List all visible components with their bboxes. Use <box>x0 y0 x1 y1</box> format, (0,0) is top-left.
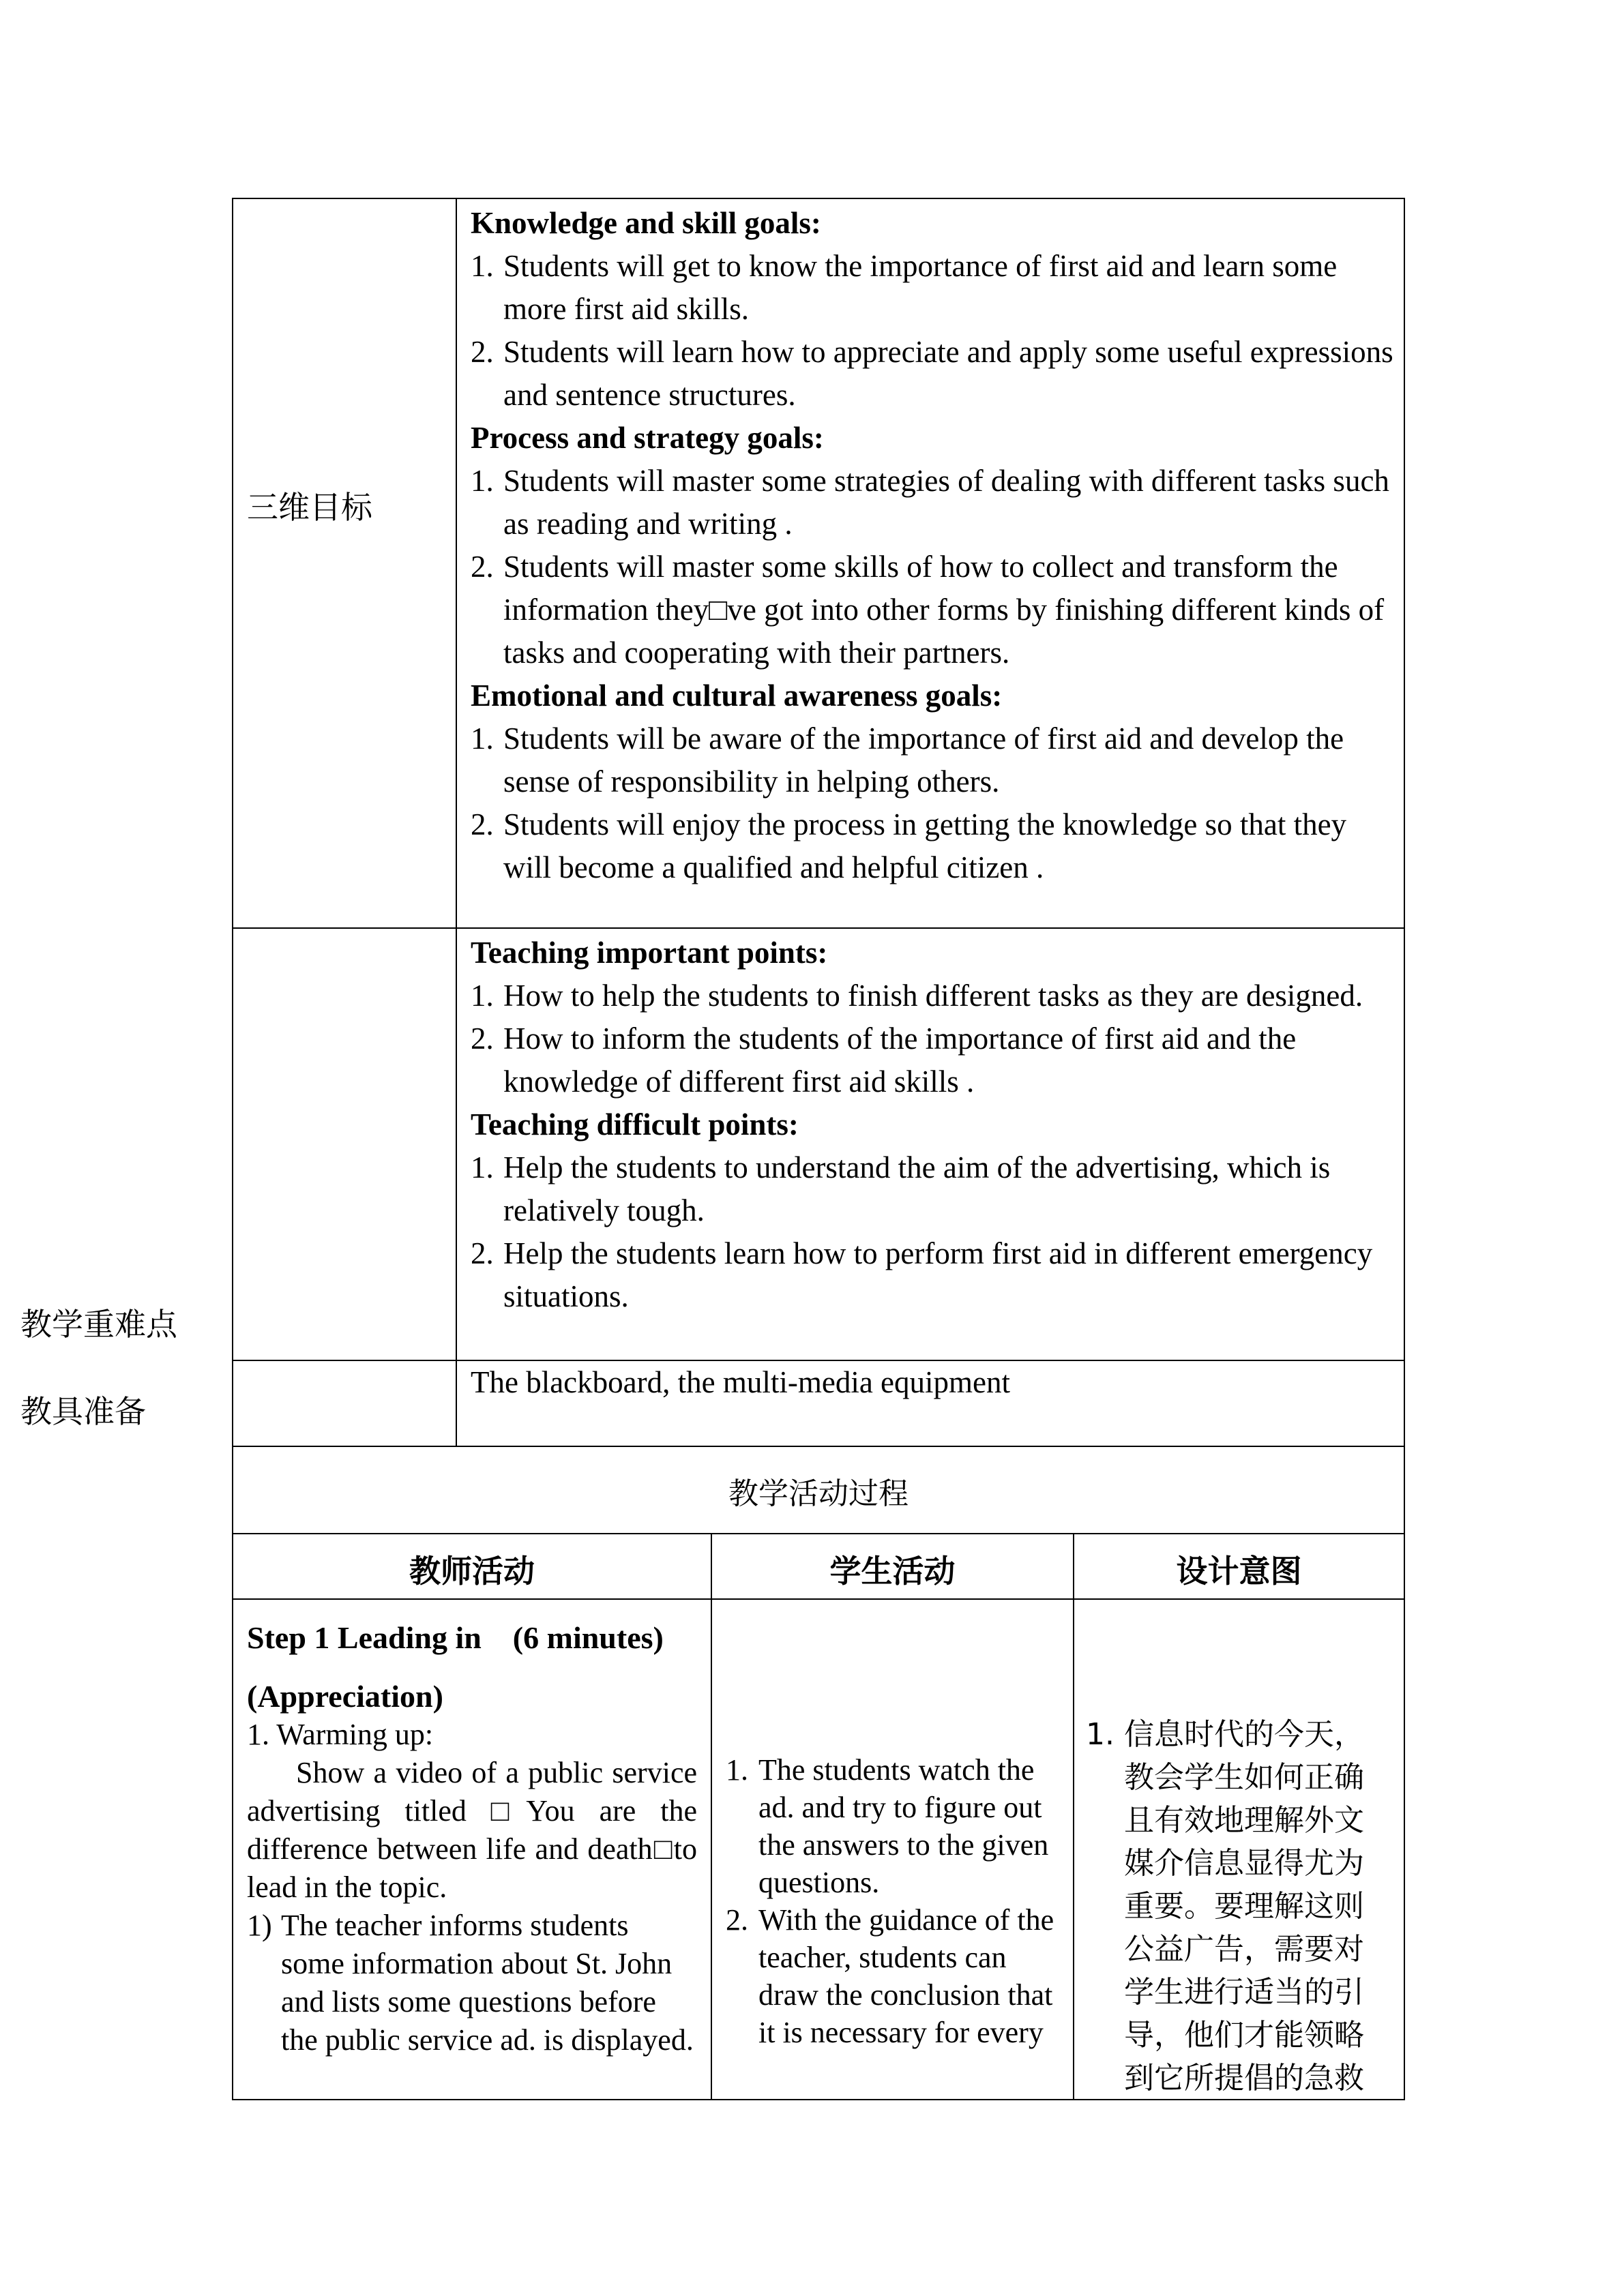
item-number: 2. <box>471 335 494 369</box>
student-activity-header: 学生活动 <box>829 1553 956 1590</box>
process-title: 教学活动过程 <box>728 1476 909 1511</box>
item-number: 2. <box>471 807 494 841</box>
student-item <box>726 1901 1065 2051</box>
student-column-divider <box>1073 1533 1074 2100</box>
item-number: 1. <box>726 1753 748 1787</box>
points-section-difficult <box>471 1103 1398 1318</box>
design-intent-cell <box>1086 1713 1391 2100</box>
tools-content: The blackboard, the multi-media equipment <box>471 1365 1010 1399</box>
tools-label: 教具准备 <box>20 1393 146 1430</box>
goal-item <box>471 803 1398 889</box>
goals-section-knowledge <box>471 202 1398 417</box>
warmup-label: 1. Warming up: <box>247 1718 434 1751</box>
row-divider-goals <box>232 927 1405 929</box>
table-border-top <box>232 198 1405 199</box>
item-number: 2. <box>471 550 494 584</box>
step-title: Step 1 Leading in (6 minutes) <box>247 1620 664 1655</box>
item-text: How to inform the students of the importance of first aid and the knowledge of different first aid skills . <box>503 1022 1297 1099</box>
row-divider-tools <box>232 1446 1405 1447</box>
item-text: How to help the students to finish different tasks as they are designed. <box>503 979 1363 1013</box>
section-heading: Process and strategy goals: <box>471 421 824 455</box>
item-text: Students will be aware of the importance of first aid and develop the sense of responsibility in helping others. <box>503 721 1344 799</box>
goal-item <box>471 460 1398 546</box>
student-activity-cell <box>726 1751 1065 2051</box>
point-item <box>471 974 1398 1017</box>
item-number: 2. <box>471 1022 494 1056</box>
design-intent-header: 设计意图 <box>1176 1553 1302 1590</box>
teacher-column-divider <box>711 1533 712 2100</box>
item-text: Students will master some skills of how to collect and transform the information they□ve got into other forms by finishing different kinds of tasks and cooperating with their partners. <box>503 550 1385 670</box>
goal-item <box>471 331 1398 417</box>
item-text: Students will enjoy the process in getting the knowledge so that they will become a qualified and helpful citizen . <box>503 807 1347 884</box>
teacher-activity-cell <box>247 1619 697 2059</box>
section-heading: Emotional and cultural awareness goals: <box>471 679 1003 713</box>
item-text: Students will learn how to appreciate and apply some useful expressions and sentence structures. <box>503 335 1393 412</box>
item-text: With the guidance of the teacher, students can draw the conclusion that it is necessary for every <box>758 1903 1054 2049</box>
row-divider-process-title <box>232 1533 1405 1534</box>
table-border-right <box>1404 198 1405 2100</box>
points-label: 教学重难点 <box>20 1306 177 1343</box>
item-number: 1. <box>471 721 494 756</box>
goals-content <box>471 202 1398 889</box>
goal-item <box>471 546 1398 674</box>
item-number: 2. <box>471 1236 494 1270</box>
point-item <box>471 1232 1398 1318</box>
item-text: The students watch the ad. and try to figure out the answers to the given questions. <box>758 1753 1049 1899</box>
item-text: Students will master some strategies of dealing with different tasks such as reading and writing . <box>503 464 1389 541</box>
step-subtitle: (Appreciation) <box>247 1679 443 1714</box>
item-text: Students will get to know the importance of first aid and learn some more first aid skills. <box>503 249 1338 326</box>
goals-section-emotional <box>471 674 1398 889</box>
point-item <box>471 1017 1398 1103</box>
item-number: 1. <box>1086 1717 1114 1752</box>
teacher-item <box>247 1907 697 2059</box>
item-text: 信息时代的今天，教会学生如何正确且有效地理解外文媒介信息显得尤为重要。要理解这则公益广告，需要对学生进行适当的引导，他们才能领略到它所提倡的急救 <box>1124 1717 1364 2096</box>
section-heading: Teaching difficult points: <box>471 1107 799 1142</box>
goal-item <box>471 717 1398 803</box>
item-text: The teacher informs students some information about St. John and lists some questions before the public service ad. is displayed. <box>281 1909 694 2057</box>
item-number: 1) <box>247 1909 272 1942</box>
table-border-left <box>232 198 233 2100</box>
goals-section-process <box>471 417 1398 674</box>
item-number: 1. <box>471 249 494 283</box>
item-text: Help the students to understand the aim of the advertising, which is relatively tough. <box>503 1150 1331 1227</box>
intent-item <box>1086 1713 1391 2100</box>
item-number: 1. <box>471 979 494 1013</box>
goals-label: 三维目标 <box>247 489 372 526</box>
student-item <box>726 1751 1065 1901</box>
item-number: 1. <box>471 1150 494 1184</box>
teacher-activity-header: 教师活动 <box>409 1553 535 1590</box>
point-item <box>471 1146 1398 1232</box>
goal-item <box>471 245 1398 331</box>
item-text: Help the students learn how to perform first aid in different emergency situations. <box>503 1236 1373 1313</box>
item-number: 1. <box>471 464 494 498</box>
points-content <box>471 931 1398 1318</box>
section-heading: Knowledge and skill goals: <box>471 206 821 240</box>
item-number: 2. <box>726 1903 748 1937</box>
label-column-divider <box>456 198 457 1447</box>
row-divider-column-headers <box>232 1598 1405 1600</box>
points-section-important <box>471 931 1398 1103</box>
warmup-paragraph: Show a video of a public service advertising titled □You are the difference between life and death□to lead in the topic. <box>247 1756 697 1904</box>
section-heading: Teaching important points: <box>471 936 828 970</box>
